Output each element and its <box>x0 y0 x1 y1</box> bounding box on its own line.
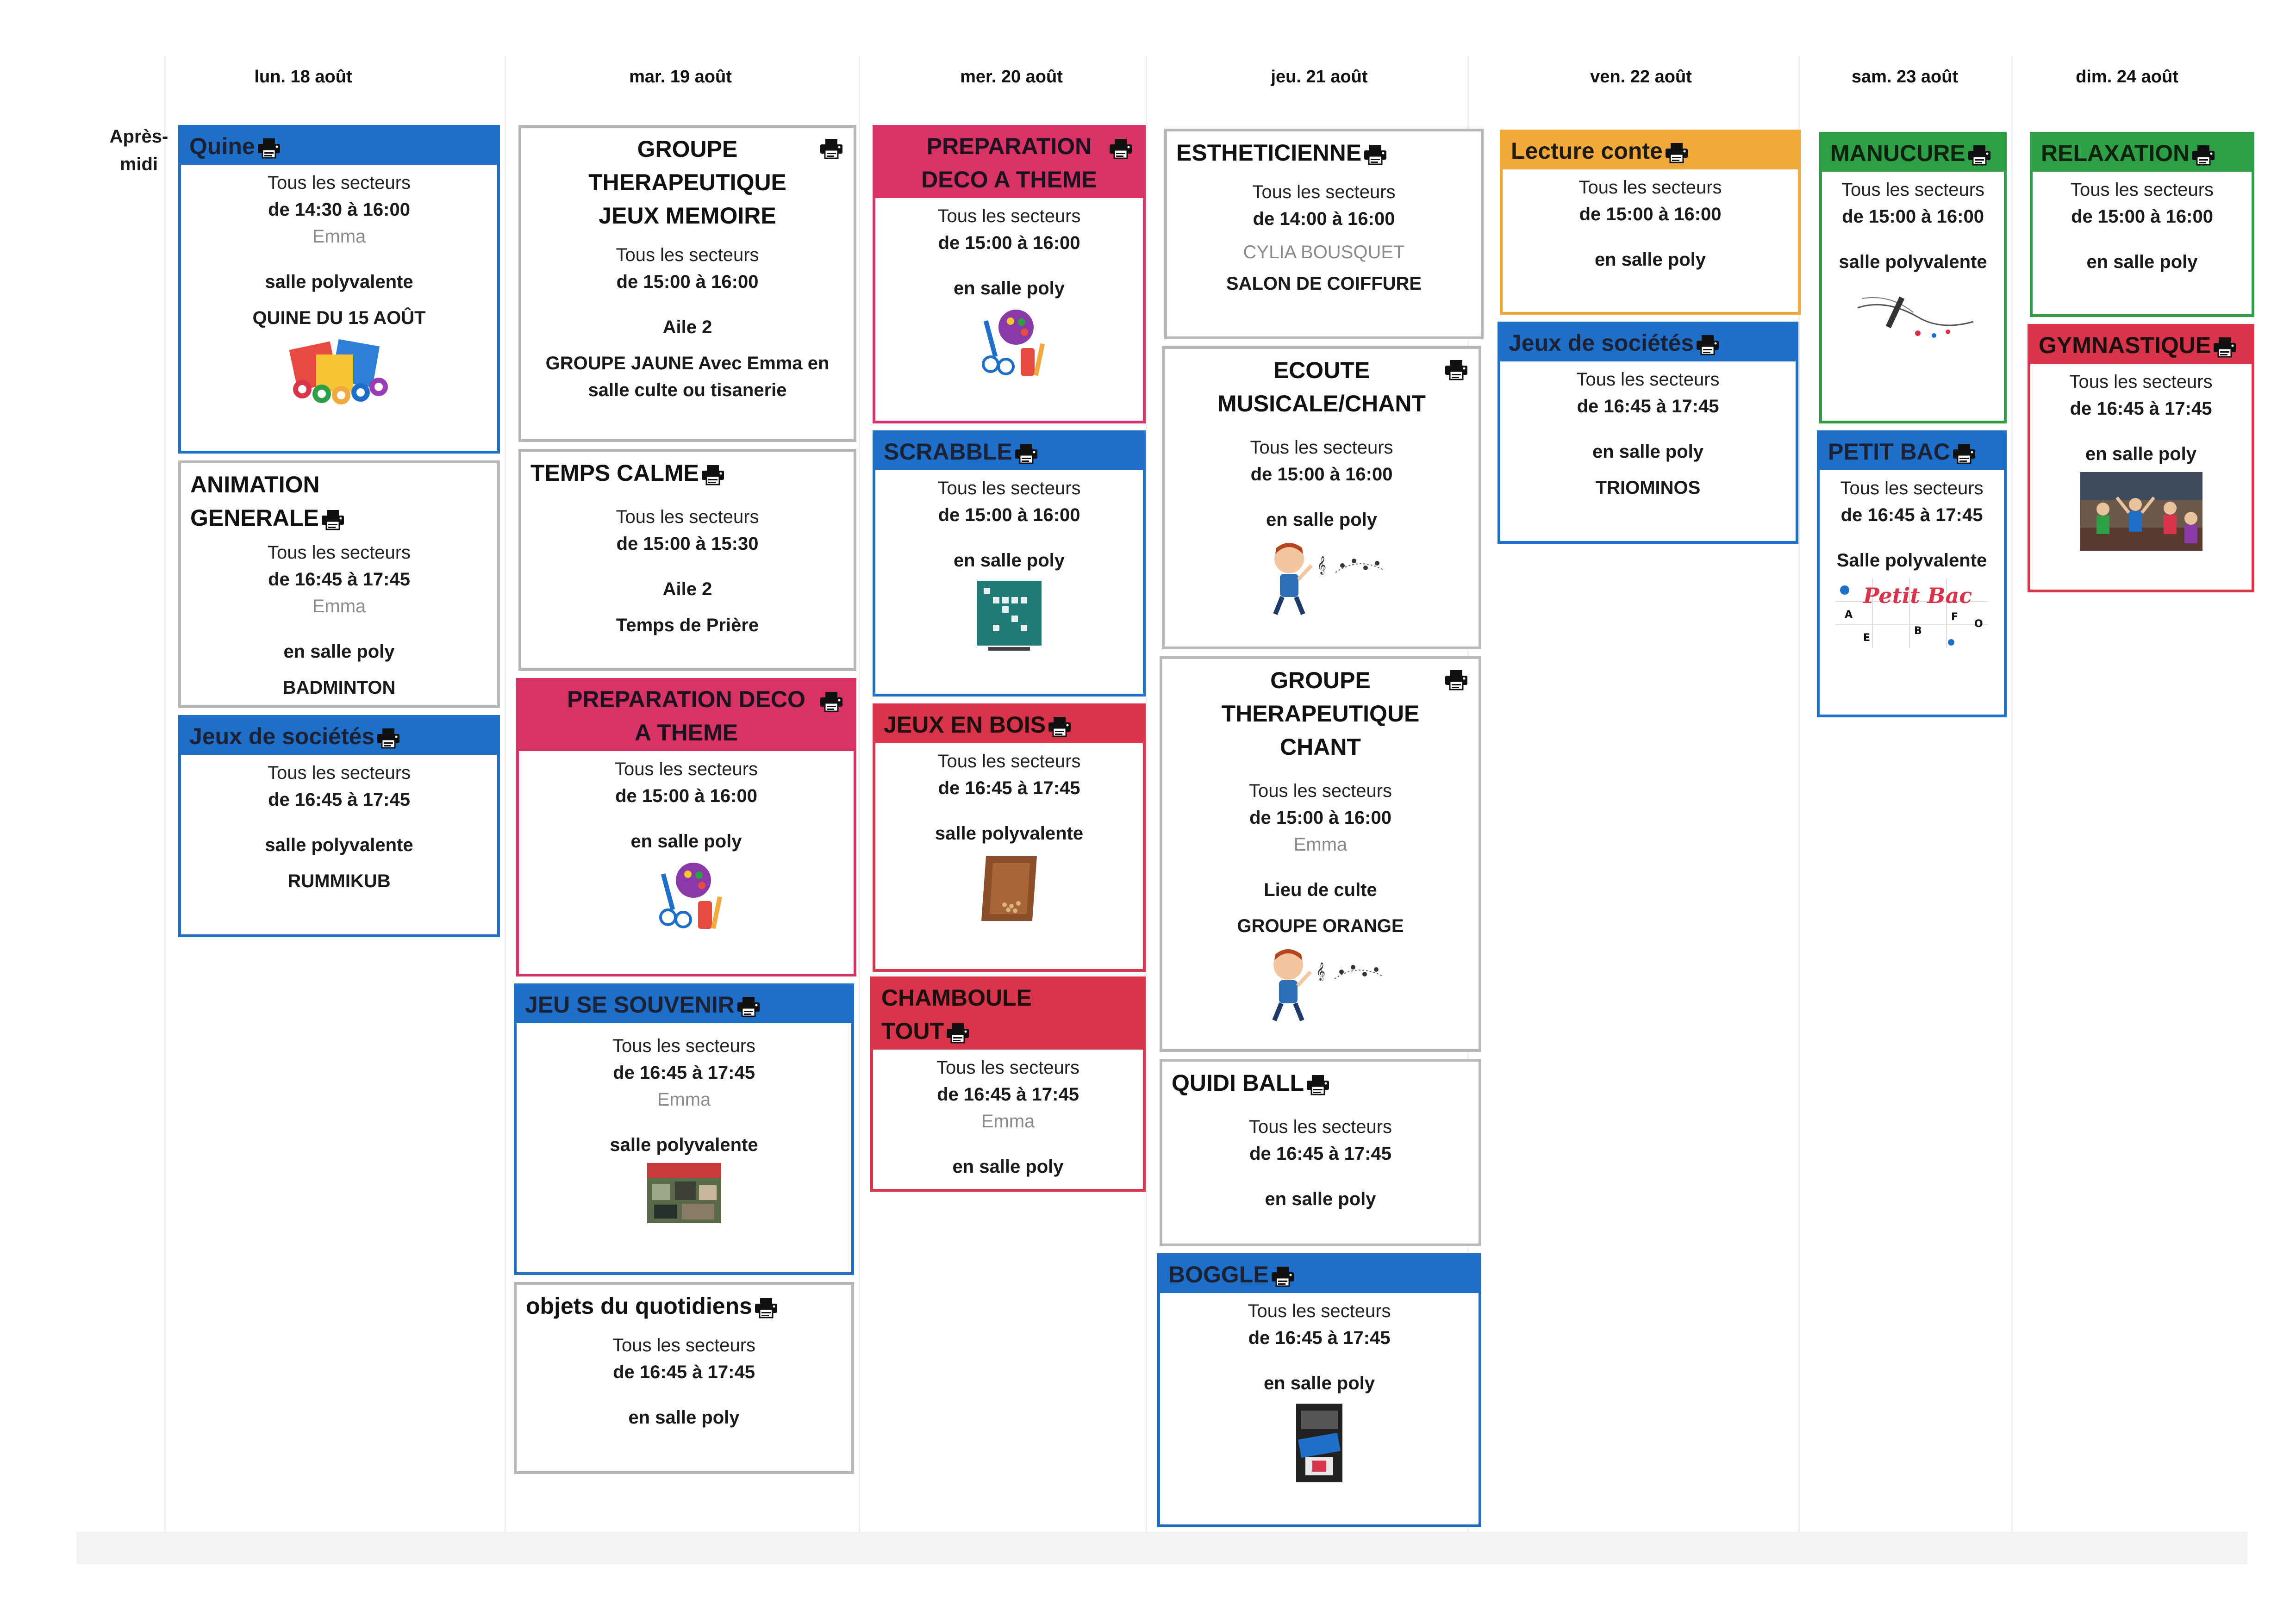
event-card[interactable] <box>514 983 854 1275</box>
printer-icon[interactable] <box>2213 336 2237 358</box>
event-title: GYMNASTIQUE <box>2030 327 2252 364</box>
event-detail: GROUPE JAUNE Avec Emma en salle culte ou tisanerie <box>545 353 830 400</box>
event-card[interactable] <box>1160 656 1481 1052</box>
event-title: QUIDI BALL <box>1162 1062 1479 1100</box>
printer-icon[interactable] <box>1048 716 1072 737</box>
event-detail: GROUPE ORANGE <box>1237 916 1404 936</box>
event-place: Aile 2 <box>662 579 712 599</box>
event-card[interactable] <box>178 715 500 937</box>
petit-bac-image <box>1835 578 1988 648</box>
column-divider <box>505 56 506 1532</box>
svg-text:𝄞: 𝄞 <box>1316 962 1325 981</box>
event-place: salle polyvalente <box>265 272 413 292</box>
event-place: en salle poly <box>1266 510 1378 530</box>
printer-icon[interactable] <box>2191 144 2215 166</box>
event-title: PREPARATION DECO A THEME <box>519 681 854 751</box>
event-host: Emma <box>657 1089 711 1110</box>
event-sectors: Tous les secteurs <box>937 478 1081 498</box>
event-place: Salle polyvalente <box>1836 550 1987 571</box>
event-host: CYLIA BOUSQUET <box>1243 242 1405 262</box>
event-title: Lecture conte <box>1503 132 1798 169</box>
event-title: JEU SE SOUVENIR <box>517 986 851 1023</box>
event-time: de 15:00 à 16:00 <box>938 505 1080 525</box>
event-card[interactable] <box>873 430 1146 696</box>
period-label: Après-midi <box>109 126 168 174</box>
event-time: de 16:45 à 17:45 <box>1841 505 1983 525</box>
day-header: sam. 23 août <box>1851 67 1959 87</box>
event-title: ECOUTE MUSICALE/CHANT <box>1165 349 1479 420</box>
event-time: de 16:45 à 17:45 <box>1249 1144 1391 1164</box>
event-detail: RUMMIKUB <box>287 871 391 891</box>
event-card[interactable] <box>1497 322 1798 544</box>
event-place: en salle poly <box>1265 1189 1376 1209</box>
event-title: MANUCURE <box>1822 135 2004 172</box>
event-detail: TRIOMINOS <box>1595 478 1701 498</box>
event-sectors: Tous les secteurs <box>612 1335 756 1356</box>
event-title: CHAMBOULE TOUT <box>873 979 1143 1050</box>
event-time: de 14:30 à 16:00 <box>268 199 410 220</box>
event-card[interactable] <box>873 125 1146 423</box>
event-place: en salle poly <box>628 1407 740 1428</box>
day-header: dim. 24 août <box>2076 67 2178 87</box>
printer-icon[interactable] <box>819 138 843 159</box>
event-title: PREPARATION DECO A THEME <box>875 128 1143 198</box>
event-sectors: Tous les secteurs <box>1576 369 1720 390</box>
event-place: en salle poly <box>283 641 395 662</box>
day-header: ven. 22 août <box>1590 67 1692 87</box>
event-place: en salle poly <box>2085 444 2197 464</box>
wooden-game-image <box>972 852 1046 926</box>
printer-icon[interactable] <box>1109 138 1133 159</box>
event-place: en salle poly <box>1592 442 1704 462</box>
column-divider <box>2011 56 2013 1532</box>
event-place: en salle poly <box>630 831 742 852</box>
svg-text:𝄞: 𝄞 <box>1317 556 1327 574</box>
event-card[interactable] <box>2028 324 2254 592</box>
event-time: de 16:45 à 17:45 <box>1577 396 1719 417</box>
event-host: Emma <box>981 1111 1035 1132</box>
event-sectors: Tous les secteurs <box>937 206 1081 226</box>
event-host: Emma <box>1293 834 1348 855</box>
event-time: de 15:00 à 15:30 <box>616 534 759 554</box>
printer-icon[interactable] <box>1665 142 1689 163</box>
printer-icon[interactable] <box>1696 334 1720 355</box>
printer-icon[interactable] <box>754 1297 778 1318</box>
event-place: salle polyvalente <box>1839 252 1987 272</box>
event-detail: QUINE DU 15 AOÛT <box>252 308 426 328</box>
event-time: de 14:00 à 16:00 <box>1253 209 1395 229</box>
singing-boy-image <box>1256 944 1385 1023</box>
event-place: salle polyvalente <box>610 1135 758 1155</box>
event-place: en salle poly <box>952 1157 1064 1177</box>
event-card[interactable] <box>1157 1253 1481 1527</box>
event-time: de 15:00 à 16:00 <box>1842 206 1984 227</box>
svg-text:F: F <box>1951 611 1959 623</box>
boggle-box-image <box>1294 1401 1345 1485</box>
printer-icon[interactable] <box>376 728 400 749</box>
printer-icon[interactable] <box>701 464 725 485</box>
event-sectors: Tous les secteurs <box>937 751 1081 771</box>
svg-text:B: B <box>1914 625 1922 637</box>
event-place: SALON DE COIFFURE <box>1226 274 1422 294</box>
event-place: en salle poly <box>1594 249 1706 270</box>
event-place: Lieu de culte <box>1264 880 1377 900</box>
event-time: de 16:45 à 17:45 <box>613 1063 755 1083</box>
event-sectors: Tous les secteurs <box>1248 1117 1392 1137</box>
singing-boy-image <box>1257 538 1386 616</box>
event-card[interactable] <box>178 125 500 454</box>
event-card[interactable] <box>1500 130 1801 315</box>
nail-polish-image <box>1848 280 1978 345</box>
event-time: de 16:45 à 17:45 <box>938 778 1080 798</box>
event-title: BOGGLE <box>1160 1256 1479 1293</box>
event-time: de 15:00 à 16:00 <box>616 272 759 292</box>
printer-icon[interactable] <box>257 137 281 159</box>
event-card[interactable] <box>516 678 856 976</box>
event-sectors: Tous les secteurs <box>2070 180 2214 200</box>
event-sectors: Tous les secteurs <box>616 507 759 527</box>
event-title: Jeux de sociétés <box>1500 324 1796 361</box>
event-title: ESTHETICIENNE <box>1167 131 1481 169</box>
event-title: JEUX EN BOIS <box>875 706 1143 743</box>
event-sectors: Tous les secteurs <box>1841 180 1985 200</box>
event-detail: BADMINTON <box>282 678 396 698</box>
event-sectors: Tous les secteurs <box>1248 1301 1391 1321</box>
day-header: mer. 20 août <box>960 67 1063 87</box>
event-place: salle polyvalente <box>265 835 413 855</box>
printer-icon[interactable] <box>1444 359 1468 380</box>
event-card[interactable] <box>2030 132 2254 317</box>
event-sectors: Tous les secteurs <box>936 1057 1080 1078</box>
event-time: de 15:00 à 16:00 <box>615 786 757 806</box>
event-sectors: Tous les secteurs <box>1248 781 1392 801</box>
event-title: RELAXATION <box>2033 135 2252 172</box>
printer-icon[interactable] <box>1444 669 1468 690</box>
event-card[interactable] <box>1162 346 1481 649</box>
event-card[interactable] <box>518 125 856 442</box>
event-time: de 16:45 à 17:45 <box>268 569 410 590</box>
event-card[interactable] <box>518 449 856 671</box>
event-card[interactable] <box>1164 129 1484 339</box>
svg-text:E: E <box>1863 632 1871 644</box>
column-divider <box>164 56 166 1532</box>
printer-icon[interactable] <box>321 509 345 530</box>
day-header: lun. 18 août <box>254 67 352 87</box>
event-sectors: Tous les secteurs <box>614 759 758 779</box>
craft-supplies-image <box>647 859 726 933</box>
event-card[interactable] <box>1819 132 2007 423</box>
event-time: de 15:00 à 16:00 <box>1250 464 1393 485</box>
event-place: en salle poly <box>1263 1373 1375 1393</box>
event-place: Aile 2 <box>662 317 712 337</box>
event-title: GROUPE THERAPEUTIQUE JEUX MEMOIRE <box>521 128 854 232</box>
event-title: objets du quotidiens <box>517 1285 851 1323</box>
event-title: ANIMATION GENERALE <box>181 463 497 535</box>
event-time: de 16:45 à 17:45 <box>1248 1328 1391 1348</box>
event-title: TEMPS CALME <box>521 452 854 490</box>
event-sectors: Tous les secteurs <box>267 542 411 563</box>
event-sectors: Tous les secteurs <box>1252 182 1396 202</box>
event-title: GROUPE THERAPEUTIQUE CHANT <box>1162 659 1479 764</box>
scan-band <box>76 1532 2247 1564</box>
event-card[interactable] <box>1817 430 2007 717</box>
printer-icon[interactable] <box>1952 443 1976 464</box>
event-sectors: Tous les secteurs <box>616 245 759 265</box>
bingo-balls-image <box>284 336 395 405</box>
event-title: Quine <box>181 128 497 165</box>
memory-game-box-image <box>647 1163 721 1223</box>
craft-supplies-image <box>970 306 1048 380</box>
event-title: PETIT BAC <box>1820 433 2004 470</box>
printer-icon[interactable] <box>819 691 843 712</box>
petit-bac-logo-text: Petit Bac <box>1863 583 1972 608</box>
event-time: de 16:45 à 17:45 <box>2070 398 2212 419</box>
event-card[interactable] <box>873 703 1146 972</box>
event-place: en salle poly <box>2086 252 2198 272</box>
event-place: en salle poly <box>953 278 1065 298</box>
day-header: mar. 19 août <box>629 67 732 87</box>
day-header: jeu. 21 août <box>1271 67 1368 87</box>
event-host: Emma <box>312 596 366 616</box>
event-sectors: Tous les secteurs <box>2069 372 2213 392</box>
event-time: de 15:00 à 16:00 <box>2071 206 2213 227</box>
event-sectors: Tous les secteurs <box>1578 177 1722 198</box>
printer-icon[interactable] <box>1363 144 1387 165</box>
event-title: Jeux de sociétés <box>181 718 497 755</box>
printer-icon[interactable] <box>1014 443 1038 464</box>
event-sectors: Tous les secteurs <box>1250 437 1393 458</box>
event-place: en salle poly <box>953 550 1065 571</box>
event-time: de 16:45 à 17:45 <box>613 1362 755 1382</box>
event-detail: Temps de Prière <box>616 615 759 635</box>
event-card[interactable] <box>1160 1059 1481 1246</box>
gym-class-photo <box>2080 472 2202 551</box>
scrabble-board-image <box>974 578 1044 653</box>
svg-text:A: A <box>1845 609 1853 621</box>
event-card[interactable] <box>514 1282 854 1474</box>
printer-icon[interactable] <box>1271 1266 1295 1287</box>
event-card[interactable] <box>178 460 500 708</box>
event-time: de 15:00 à 16:00 <box>1249 808 1391 828</box>
event-time: de 15:00 à 16:00 <box>1579 204 1722 224</box>
event-time: de 16:45 à 17:45 <box>268 790 410 810</box>
event-host: Emma <box>312 226 366 247</box>
event-time: de 16:45 à 17:45 <box>937 1084 1079 1105</box>
event-time: de 15:00 à 16:00 <box>938 233 1080 253</box>
event-sectors: Tous les secteurs <box>267 173 411 193</box>
event-sectors: Tous les secteurs <box>267 763 411 783</box>
column-divider <box>859 56 860 1532</box>
event-title: SCRABBLE <box>875 433 1143 470</box>
printer-icon[interactable] <box>736 996 761 1017</box>
column-divider <box>1146 56 1147 1532</box>
event-place: salle polyvalente <box>935 823 1084 844</box>
printer-icon[interactable] <box>946 1022 970 1044</box>
svg-text:O: O <box>1974 618 1983 630</box>
event-sectors: Tous les secteurs <box>612 1036 756 1056</box>
event-sectors: Tous les secteurs <box>1840 478 1984 498</box>
printer-icon[interactable] <box>1306 1074 1330 1095</box>
event-card[interactable] <box>870 976 1146 1192</box>
printer-icon[interactable] <box>1967 144 1991 166</box>
